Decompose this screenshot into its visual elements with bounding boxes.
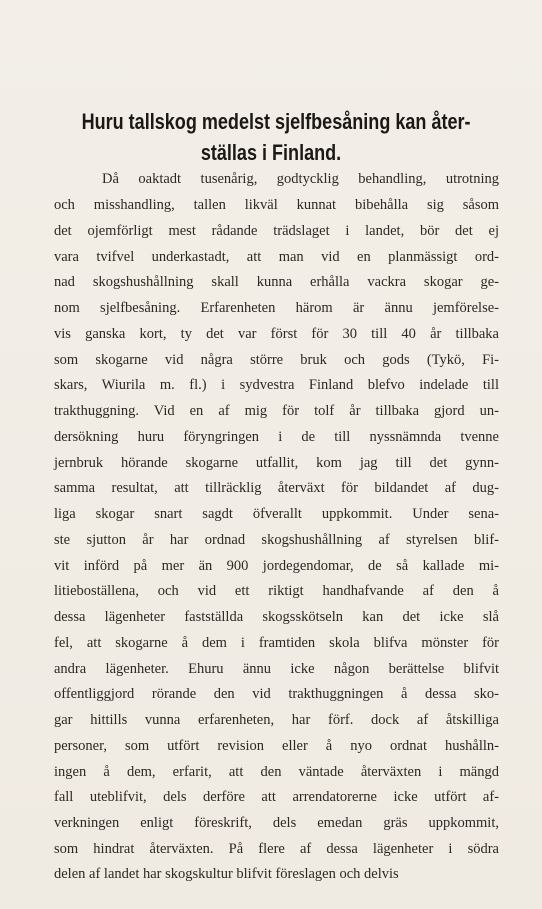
body-text-line: det ojemförligt mest rådande trädslaget i landet, bör det ej xyxy=(54,223,499,239)
body-text-line: gar hittills vunna erfarenheten, har förf. dock af åtskilliga xyxy=(54,712,499,728)
body-text-line: fall uteblifvit, dels derföre att arrendatorerne icke utfört af- xyxy=(54,789,499,805)
body-text-line: verkningen enligt föreskrift, dels emedan gräs uppkommit, xyxy=(54,815,499,831)
body-text-line: som skogarne vid några större bruk och gods (Tykö, Fi- xyxy=(54,352,499,368)
body-text-line: litieboställena, och vid ett riktigt handhafvande af den å xyxy=(54,583,499,599)
body-text-line: skars, Wiurila m. fl.) i sydvestra Finland blefvo indelade till xyxy=(54,377,499,393)
body-text-line: dersökning huru föryngringen i de till nyssnämnda tvenne xyxy=(54,429,499,445)
body-text-line: trakthuggning. Vid en af mig för tolf år tillbaka gjord un- xyxy=(54,403,499,419)
body-text-line: som hindrat återväxten. På flere af dessa lägenheter i södra xyxy=(54,841,499,857)
body-text-line: vis ganska kort, ty det var först för 30 till 40 år tillbaka xyxy=(54,326,499,342)
body-text-line: offentliggjord rörande den vid trakthuggningen å dessa sko- xyxy=(54,686,499,702)
body-text-line: fel, att skogarne å dem i framtiden skola blifva mönster för xyxy=(54,635,499,651)
body-text-line: delen af landet har skogskultur blifvit föreslagen och delvis xyxy=(54,866,399,882)
body-text-line: samma resultat, att tillräcklig återväxt för bildandet af dug- xyxy=(54,480,499,496)
body-text-line: Då oaktadt tusenårig, godtycklig behandling, utrotning xyxy=(102,171,499,187)
body-text-line: nom sjelfbesåning. Erfarenheten härom är ännu jemförelse- xyxy=(54,300,499,316)
body-text-line: och misshandling, tallen likväl kunnat bibehålla sig såsom xyxy=(54,197,499,213)
body-text-line: jernbruk hörande skogarne utfallit, kom jag till det gynn- xyxy=(54,455,499,471)
body-text-line: nad skogshushållning skall kunna erhålla vackra skogar ge- xyxy=(54,274,499,290)
body-text-line: vit införd på mer än 900 jordegendomar, de så kallade mi- xyxy=(54,558,499,574)
body-text-line: ste sjutton år har ordnad skogshushållning af styrelsen blif- xyxy=(54,532,499,548)
body-text-line: dessa lägenheter fastställda skogsskötseln kan det icke slå xyxy=(54,609,499,625)
body-text-line: personer, som utfört revision eller å nyo ordnat hushålln- xyxy=(54,738,499,754)
body-text-line: liga skogar snart sagdt öfverallt uppkommit. Under sena- xyxy=(54,506,499,522)
body-text-line: vara tvifvel underkastadt, att man vid en planmässigt ord- xyxy=(54,249,499,265)
body-text-line: ingen å dem, erfarit, att den väntade återväxten i mängd xyxy=(54,764,499,780)
body-text-line: andra lägenheter. Ehuru ännu icke någon berättelse blifvit xyxy=(54,661,499,677)
article-title-line-2: ställas i Finland. xyxy=(200,140,342,165)
article-title-line-1: Huru tallskog medelst sjelfbesåning kan åter- xyxy=(81,109,471,134)
